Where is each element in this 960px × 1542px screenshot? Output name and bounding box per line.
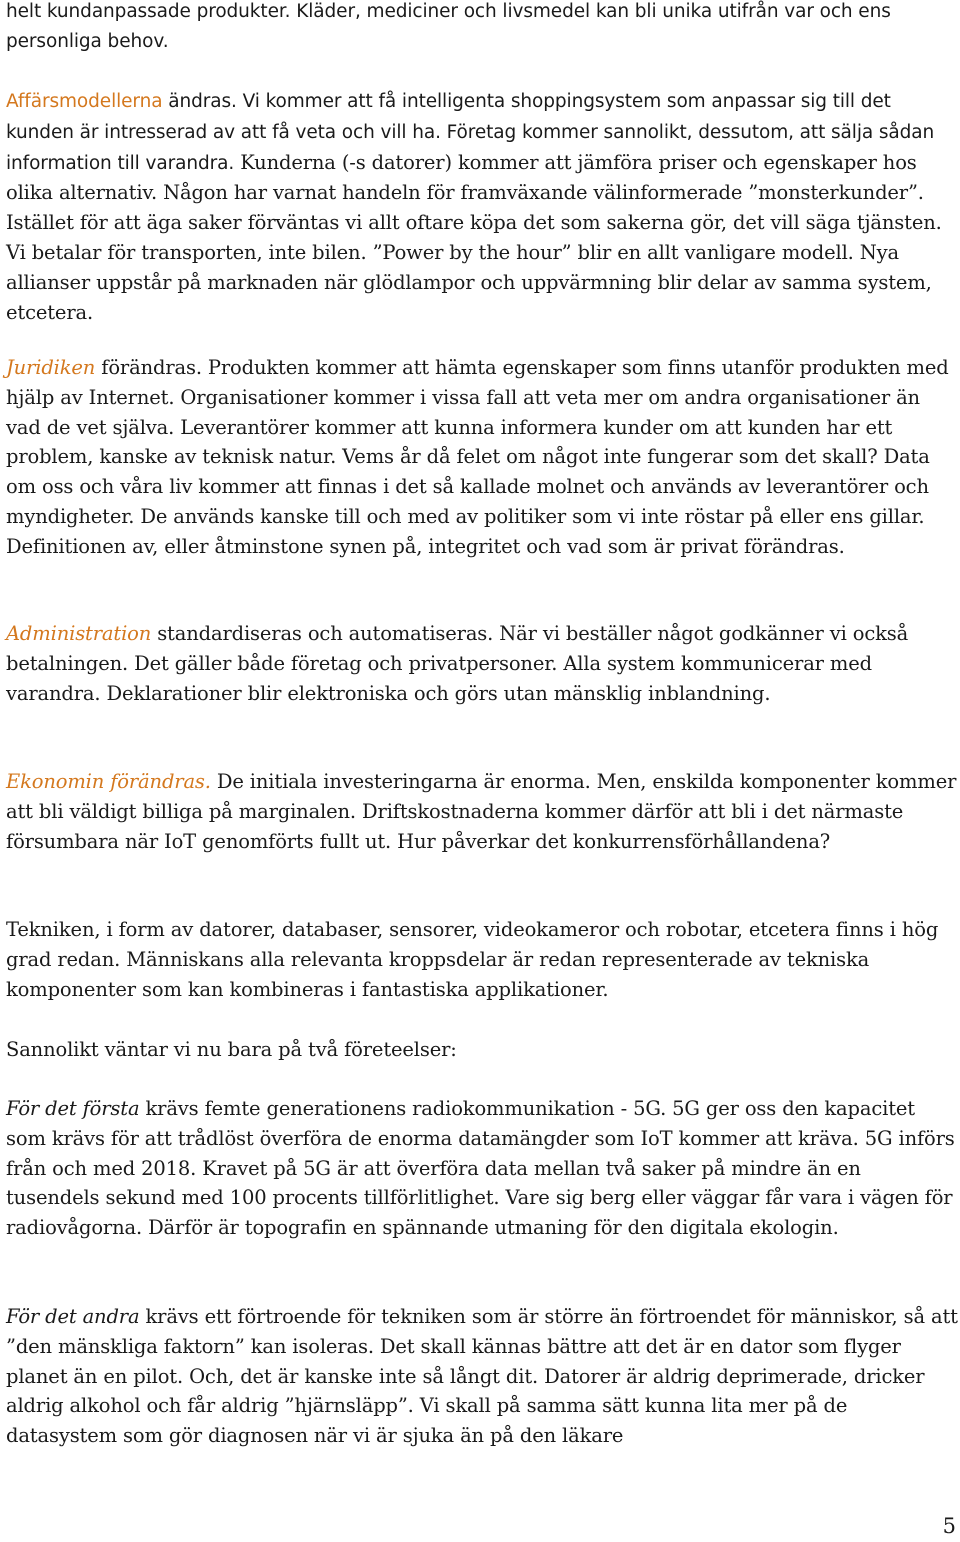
paragraph-economy [6, 767, 958, 856]
heading-juridiken: Juridiken [6, 356, 96, 379]
page-number: 5 [942, 1514, 956, 1538]
intro-text: helt kundanpassade produkter. Kläder, mediciner och livsmedel kan bli unika utifrån var och ens personliga behov. [6, 1, 891, 52]
technology-text: Tekniken, i form av datorer, databaser, sensorer, videokameror och robotar, etcetera finns i hög grad redan. Människans alla relevanta kroppsdelar är redan representerade av tekniska komponenter som kan kombineras i fantastiska applikationer. [6, 918, 939, 1001]
paragraph-administration [6, 619, 958, 708]
law-text: förändras. Produkten kommer att hämta egenskaper som finns utanför produkten med hjälp av Internet. Organisationer kommer i vissa fall att veta mer om andra organisationer än vad de vet själva. Leverantörer kommer att kunna informera kunder om att kunden har ett problem, kanske av teknisk natur. Vems år då felet om något inte fungerar som det skall? Data om oss och våra liv kommer att finnas i det så kallade molnet och används av leverantörer och myndigheter. De används kanske till och med av politiker som vi inte röstar på eller ens gillar. Definitionen av, eller åtminstone synen på, integritet och vad som är privat förändras. [6, 356, 949, 558]
paragraph-technology [6, 915, 958, 1004]
heading-ekonomin: Ekonomin förändras. [6, 770, 211, 793]
heading-affarsmodellerna: Affärsmodellerna [6, 91, 163, 112]
paragraph-law [6, 353, 958, 562]
second-text: krävs ett förtroende för tekniken som är större än förtroendet för människor, så att ”den mänskliga faktorn” kan isoleras. Det skall kännas bättre att det är en dator som flyger planet än en pilot. Och, det är kanske inte så långt dit. Datorer är aldrig deprimerade, dricker aldrig alkohol och får aldrig ”hjärnsläpp”. Vi skall på samma sätt kunna lita mer på de datasystem som gör diagnosen när vi är sjuka än på den läkare [6, 1305, 958, 1448]
business-models-text-b: Kunderna (-s datorer) kommer att jämföra priser och egenskaper hos olika alternativ. Någon har varnat handeln för framväxande välinformerade ”monsterkunder”. Istället för att äga saker förväntas vi allt oftare köpa det som sakerna gör, det vill säga tjänsten. Vi betalar för transporten, inte bilen. ”Power by the hour” blir en allt vanligare modell. Nya allianser uppstår på marknaden när glödlampor och uppvärmning blir delar av samma system, etcetera. [6, 150, 942, 324]
paragraph-waiting [6, 1035, 958, 1065]
first-text: krävs femte generationens radiokommunikation - 5G. 5G ger oss den kapacitet som krävs för att trådlöst överföra de enorma datamängder som IoT kommer att kräva. 5G införs från och med 2018. Kravet på 5G är att överföra data mellan två saker på mindre än en tusendels sekund med 100 procents tillförlitlighet. Vare sig berg eller väggar får vara i vägen för radiovågorna. Därför är topografin en spännande utmaning för den digitala ekologin. [6, 1097, 955, 1240]
administration-text: standardiseras och automatiseras. När vi beställer något godkänner vi också betalningen. Det gäller både företag och privatpersoner. Alla system kommunicerar med varandra. Deklarationer blir elektroniska och görs utan mänsklig inblandning. [6, 622, 909, 705]
business-models-text-a: ändras. Vi kommer att få intelligenta shoppingsystem som anpassar sig till det kunden är intresserad av att få veta och vill ha. Företag kommer sannolikt, dessutom, att sälja sådan information till varandra. [6, 91, 935, 174]
economy-text: De initiala investeringarna är enorma. Men, enskilda komponenter kommer att bli väldigt billiga på marginalen. Driftskostnaderna kommer därför att bli i det närmaste försumbara när IoT genomförts fullt ut. Hur påverkar det konkurrensförhållandena? [6, 770, 957, 853]
paragraph-business-models [6, 86, 958, 327]
paragraph-intro-continuation [6, 0, 958, 57]
heading-administration: Administration [6, 622, 152, 645]
paragraph-second [6, 1302, 958, 1451]
paragraph-first [6, 1094, 958, 1243]
waiting-text: Sannolikt väntar vi nu bara på två företeelser: [6, 1038, 457, 1061]
lead-for-det-andra: För det andra [6, 1305, 140, 1328]
lead-for-det-forsta: För det första [6, 1097, 140, 1120]
